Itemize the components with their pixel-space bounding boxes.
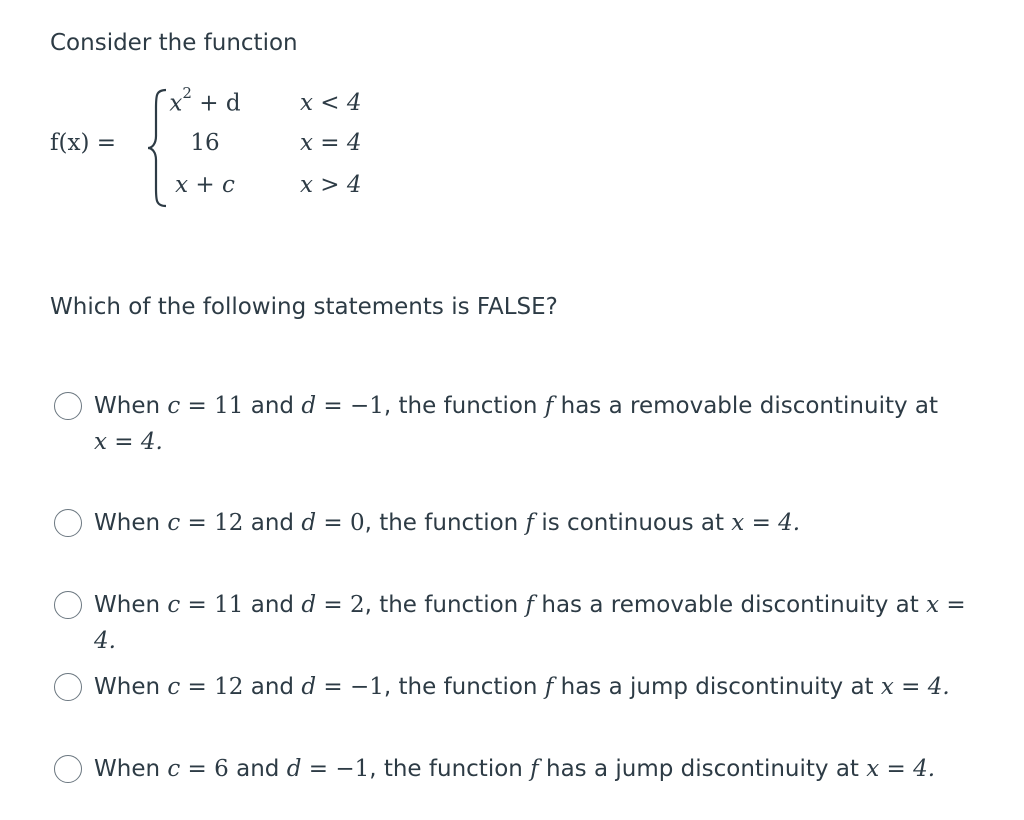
- case-3-expression: x + c: [175, 172, 235, 198]
- case-2-condition: x = 4: [300, 130, 362, 156]
- case-1-expression-rest: + d: [199, 90, 241, 117]
- answer-option-text: When c = 12 and d = −1, the function f has a jump discontinuity at x = 4.: [94, 674, 950, 700]
- radio-button[interactable]: [54, 509, 82, 537]
- answer-option-text: When c = 11 and d = −1, the function f has a removable discontinuity at x = 4.: [94, 393, 939, 455]
- radio-button[interactable]: [54, 755, 82, 783]
- answer-option-text: When c = 6 and d = −1, the function f has a jump discontinuity at x = 4.: [94, 756, 936, 782]
- case-3-condition: x > 4: [300, 172, 362, 198]
- case-2-expression: 16: [190, 130, 220, 156]
- question-intro: Consider the function: [50, 30, 298, 56]
- answer-option-text: When c = 11 and d = 2, the function f has a removable discontinuity at x = 4.: [94, 592, 966, 654]
- case-1-condition: x < 4: [300, 90, 362, 116]
- question-prompt: Which of the following statements is FALSE?: [50, 294, 558, 320]
- radio-button[interactable]: [54, 591, 82, 619]
- case-1-expression: $x^2 + d$: [169, 84, 241, 117]
- radio-button[interactable]: [54, 392, 82, 420]
- answer-option-text: When c = 12 and d = 0, the function f is continuous at x = 4.: [94, 510, 801, 536]
- function-lhs: f(x) =: [50, 130, 117, 156]
- radio-button[interactable]: [54, 673, 82, 701]
